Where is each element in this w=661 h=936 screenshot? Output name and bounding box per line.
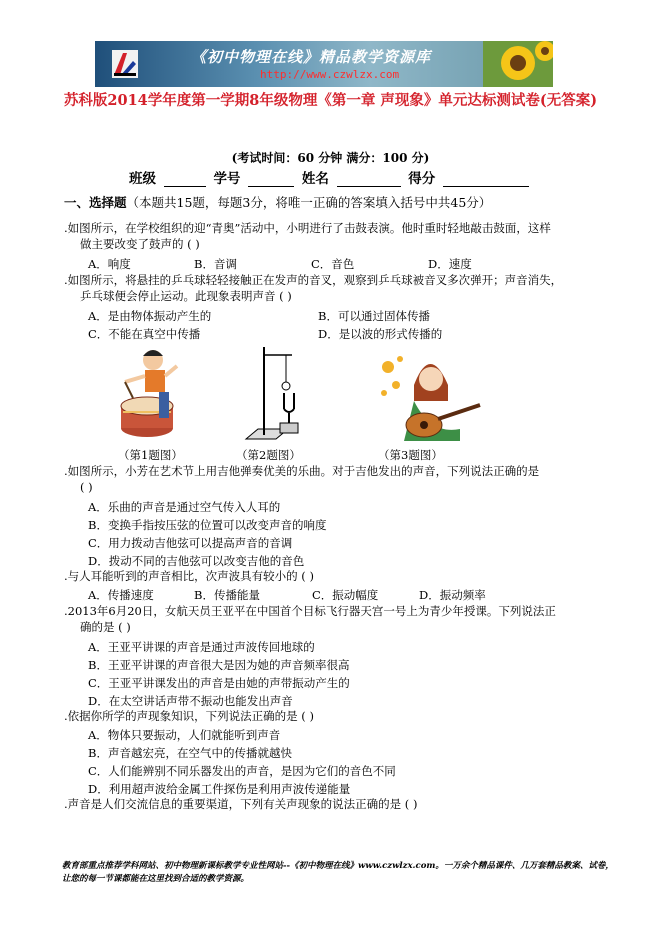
q6-option-b[interactable]: B．声音越宏亮，在空气中的传播就越快 bbox=[88, 746, 292, 760]
q3-option-a[interactable]: A．乐曲的声音是通过空气传入人耳的 bbox=[88, 500, 281, 514]
figure-caption-3: （第3题图） bbox=[378, 448, 443, 462]
q5-stem-line2: 确的是 ( ) bbox=[80, 620, 131, 634]
q1-option-c[interactable]: C．音色 bbox=[311, 257, 355, 271]
q2-option-c[interactable]: C．不能在真空中传播 bbox=[88, 327, 201, 341]
q4-option-b[interactable]: B．传播能量 bbox=[194, 588, 260, 602]
class-field[interactable] bbox=[164, 172, 206, 187]
q5-option-a[interactable]: A．王亚平讲课的声音是通过声波传回地球的 bbox=[88, 640, 315, 654]
figure-caption-1: （第1题图） bbox=[118, 448, 183, 462]
section-instructions: （本题共15题，每题3分，将唯一正确的答案填入括号中共45分） bbox=[126, 195, 492, 210]
q1-stem-line2: 做主要改变了鼓声的 ( ) bbox=[80, 237, 200, 251]
student-info-line bbox=[0, 167, 661, 187]
q2-option-d[interactable]: D．是以波的形式传播的 bbox=[318, 327, 443, 341]
q2-option-a[interactable]: A．是由物体振动产生的 bbox=[88, 309, 212, 323]
q2-stem-line2: 乒乓球便会停止运动。此现象表明声音 ( ) bbox=[80, 289, 292, 303]
number-label: 学号 bbox=[213, 171, 241, 187]
figure-caption-2: （第2题图） bbox=[236, 448, 301, 462]
q6-option-d[interactable]: D．利用超声波给金属工件探伤是利用声波传递能量 bbox=[88, 782, 351, 796]
class-label: 班级 bbox=[129, 171, 157, 187]
q3-option-d[interactable]: D．拨动不同的吉他弦可以改变吉他的音色 bbox=[88, 554, 305, 568]
q1-stem-line1: .如图所示，在学校组织的迎“青奥”活动中，小明进行了击鼓表演。他时重时轻地敲击鼓面，这样 bbox=[64, 221, 551, 235]
q1-option-a[interactable]: A．响度 bbox=[88, 257, 131, 271]
q3-option-b[interactable]: B．变换手指按压弦的位置可以改变声音的响度 bbox=[88, 518, 327, 532]
section-heading: 一、选择题 bbox=[64, 195, 127, 210]
q6-option-a[interactable]: A．物体只要振动，人们就能听到声音 bbox=[88, 728, 281, 742]
document-title: 苏科版2014学年度第一学期8年级物理《第一章 声现象》单元达标测试卷(无答案) bbox=[63, 92, 598, 109]
q5-option-d[interactable]: D．在太空讲话声带不振动也能发出声音 bbox=[88, 694, 293, 708]
q2-stem-line1: .如图所示，将悬挂的乒乓球轻轻接触正在发声的音叉，观察到乒乓球被音叉多次弹开；声音消失， bbox=[64, 273, 563, 287]
banner-url[interactable]: http://www.czwlzx.com bbox=[260, 68, 400, 81]
drummer-figure bbox=[115, 342, 185, 446]
number-field[interactable] bbox=[248, 172, 294, 187]
tuning-fork-figure bbox=[242, 343, 312, 447]
q1-option-b[interactable]: B．音调 bbox=[194, 257, 237, 271]
name-label: 姓名 bbox=[301, 171, 329, 187]
section-header bbox=[64, 193, 491, 211]
footer-text: 教育部重点推荐学科网站、初中物理新课标教学专业性网站--《初中物理在线》www.czwlzx.com。一万余个精品课件、几万套精品教案、试卷，让您的每一节课都能在这里找到合适的教学资源。 bbox=[62, 861, 614, 884]
name-field[interactable] bbox=[337, 172, 401, 187]
q5-option-b[interactable]: B．王亚平讲课的声音很大是因为她的声音频率很高 bbox=[88, 658, 350, 672]
q7-stem: .声音是人们交流信息的重要渠道，下列有关声现象的说法正确的是 ( ) bbox=[64, 797, 418, 811]
exam-info: (考试时间：60 分钟 满分：100 分) bbox=[231, 151, 430, 165]
score-field[interactable] bbox=[443, 172, 529, 187]
q3-stem-line2: ( ) bbox=[80, 480, 93, 494]
q6-stem: .依据你所学的声现象知识，下列说法正确的是 ( ) bbox=[64, 709, 314, 723]
score-label: 得分 bbox=[408, 171, 436, 187]
q5-option-c[interactable]: C．王亚平讲课发出的声音是由她的声带振动产生的 bbox=[88, 676, 350, 690]
q5-stem-line1: .2013年6月20日，女航天员王亚平在中国首个目标飞行器天宫一号上为青少年授课。下列说法正 bbox=[64, 604, 556, 618]
logo-icon bbox=[109, 47, 141, 81]
q1-option-d[interactable]: D．速度 bbox=[428, 257, 472, 271]
q2-option-b[interactable]: B．可以通过固体传播 bbox=[318, 309, 430, 323]
q4-option-a[interactable]: A．传播速度 bbox=[88, 588, 154, 602]
header-banner bbox=[95, 41, 553, 87]
q3-stem-line1: .如图所示，小芳在艺术节上用吉他弹奏优美的乐曲。对于吉他发出的声音，下列说法正确的是 bbox=[64, 464, 540, 478]
q4-stem: .与人耳能听到的声音相比，次声波具有较小的 ( ) bbox=[64, 569, 314, 583]
guitar-girl-figure bbox=[374, 345, 486, 445]
banner-title: 《初中物理在线》精品教学资源库 bbox=[191, 48, 432, 66]
sunflower-icon bbox=[483, 41, 553, 87]
q6-option-c[interactable]: C．人们能辨别不同乐器发出的声音，是因为它们的音色不同 bbox=[88, 764, 396, 778]
q4-option-d[interactable]: D．振动频率 bbox=[419, 588, 486, 602]
q3-option-c[interactable]: C．用力拨动吉他弦可以提高声音的音调 bbox=[88, 536, 293, 550]
q4-option-c[interactable]: C．振动幅度 bbox=[312, 588, 379, 602]
